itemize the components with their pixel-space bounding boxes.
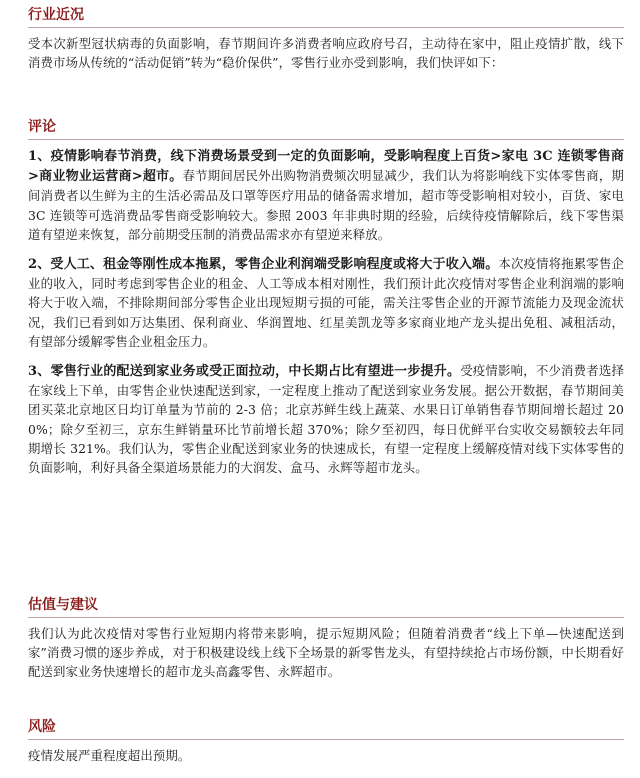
risk-body: 疫情发展严重程度超出预期。 bbox=[28, 748, 191, 763]
risk-section bbox=[28, 718, 624, 765]
comment-item-3 bbox=[28, 361, 624, 477]
risk-heading: 风险 bbox=[28, 718, 624, 740]
industry-body: 受本次新型冠状病毒的负面影响，春节期间许多消费者响应政府号召，主动待在家中，阻止疫情扩散，线下消费市场从传统的“活动促销”转为“稳价保供”，零售行业亦受到影响，我们快评如下： bbox=[28, 36, 624, 71]
comment-item-1-body: 春节期间居民外出购物消费频次明显减少，我们认为将影响线下实体零售商，期间消费者以生鲜为主的生活必需品及口罩等医疗用品的储备需求增加，超市等受影响相对较小，百货、家电 3C 连锁等可选消费品零售商受影响较大。参照 2003 年非典时期的经验，后续待疫情解除后，线下零售渠道有望逆来恢复，部分前期受压制的消费品需求亦有望逆来释放。 bbox=[28, 168, 624, 242]
industry-section bbox=[28, 6, 624, 72]
comment-item-2 bbox=[28, 254, 624, 351]
comment-item-1 bbox=[28, 146, 624, 244]
comment-item-2-lead: 2、受人工、租金等刚性成本拖累，零售企业利润端受影响程度或将大于收入端。 bbox=[28, 257, 499, 273]
industry-heading: 行业近况 bbox=[28, 6, 624, 28]
comment-section bbox=[28, 118, 624, 487]
comment-item-1-lead: 1、疫情影响春节消费，线下消费场景受到一定的负面影响，受影响程度上百货>家电 3C 连锁零售商>商业物业运营商>超市。 bbox=[28, 149, 624, 185]
valuation-heading: 估值与建议 bbox=[28, 596, 624, 618]
comment-heading: 评论 bbox=[28, 118, 624, 140]
comment-item-2-body: 本次疫情将拖累零售企业的收入，同时考虑到零售企业的租金、人工等成本相对刚性，我们预计此次疫情对零售企业利润端的影响将大于收入端，不排除期间部分零售企业出现短期亏损的可能，需关注零售企业的开源节流能力及现金流状况，我们已看到如万达集团、保利商业、华润置地、红星美凯龙等多家商业地产龙头提出免租、减租活动，有望部分缓解零售企业租金压力。 bbox=[28, 256, 624, 349]
comment-item-3-lead: 3、零售行业的配送到家业务或受正面拉动，中长期占比有望进一步提升。 bbox=[28, 364, 461, 380]
valuation-section bbox=[28, 596, 624, 682]
comment-item-3-body: 受疫情影响，不少消费者选择在家线上下单，由零售企业快速配送到家，一定程度上推动了配送到家业务发展。据公开数据，春节期间美团买菜北京地区日均订单量为节前的 2-3 倍；北京苏鲜生线上蔬菜、水果日订单销售春节期间增长超过 200%；除夕至初三，京东生鲜销量环比节前增长超 370%；除夕至初四，每日优鲜平台实收交易额较去年同期增长 321%。我们认为，零售企业配送到家业务的快速成长，有望一定程度上缓解疫情对线下实体零售的负面影响，利好具备全渠道场景能力的大润发、盒马、永辉等超市龙头。 bbox=[28, 363, 624, 476]
valuation-body: 我们认为此次疫情对零售行业短期内将带来影响，提示短期风险；但随着消费者“线上下单—快速配送到家”消费习惯的逐步养成，对于积极建设线上线下全场景的新零售龙头，有望持续抢占市场份额，中长期看好配送到家业务快速增长的超市龙头高鑫零售、永辉超市。 bbox=[28, 626, 624, 680]
